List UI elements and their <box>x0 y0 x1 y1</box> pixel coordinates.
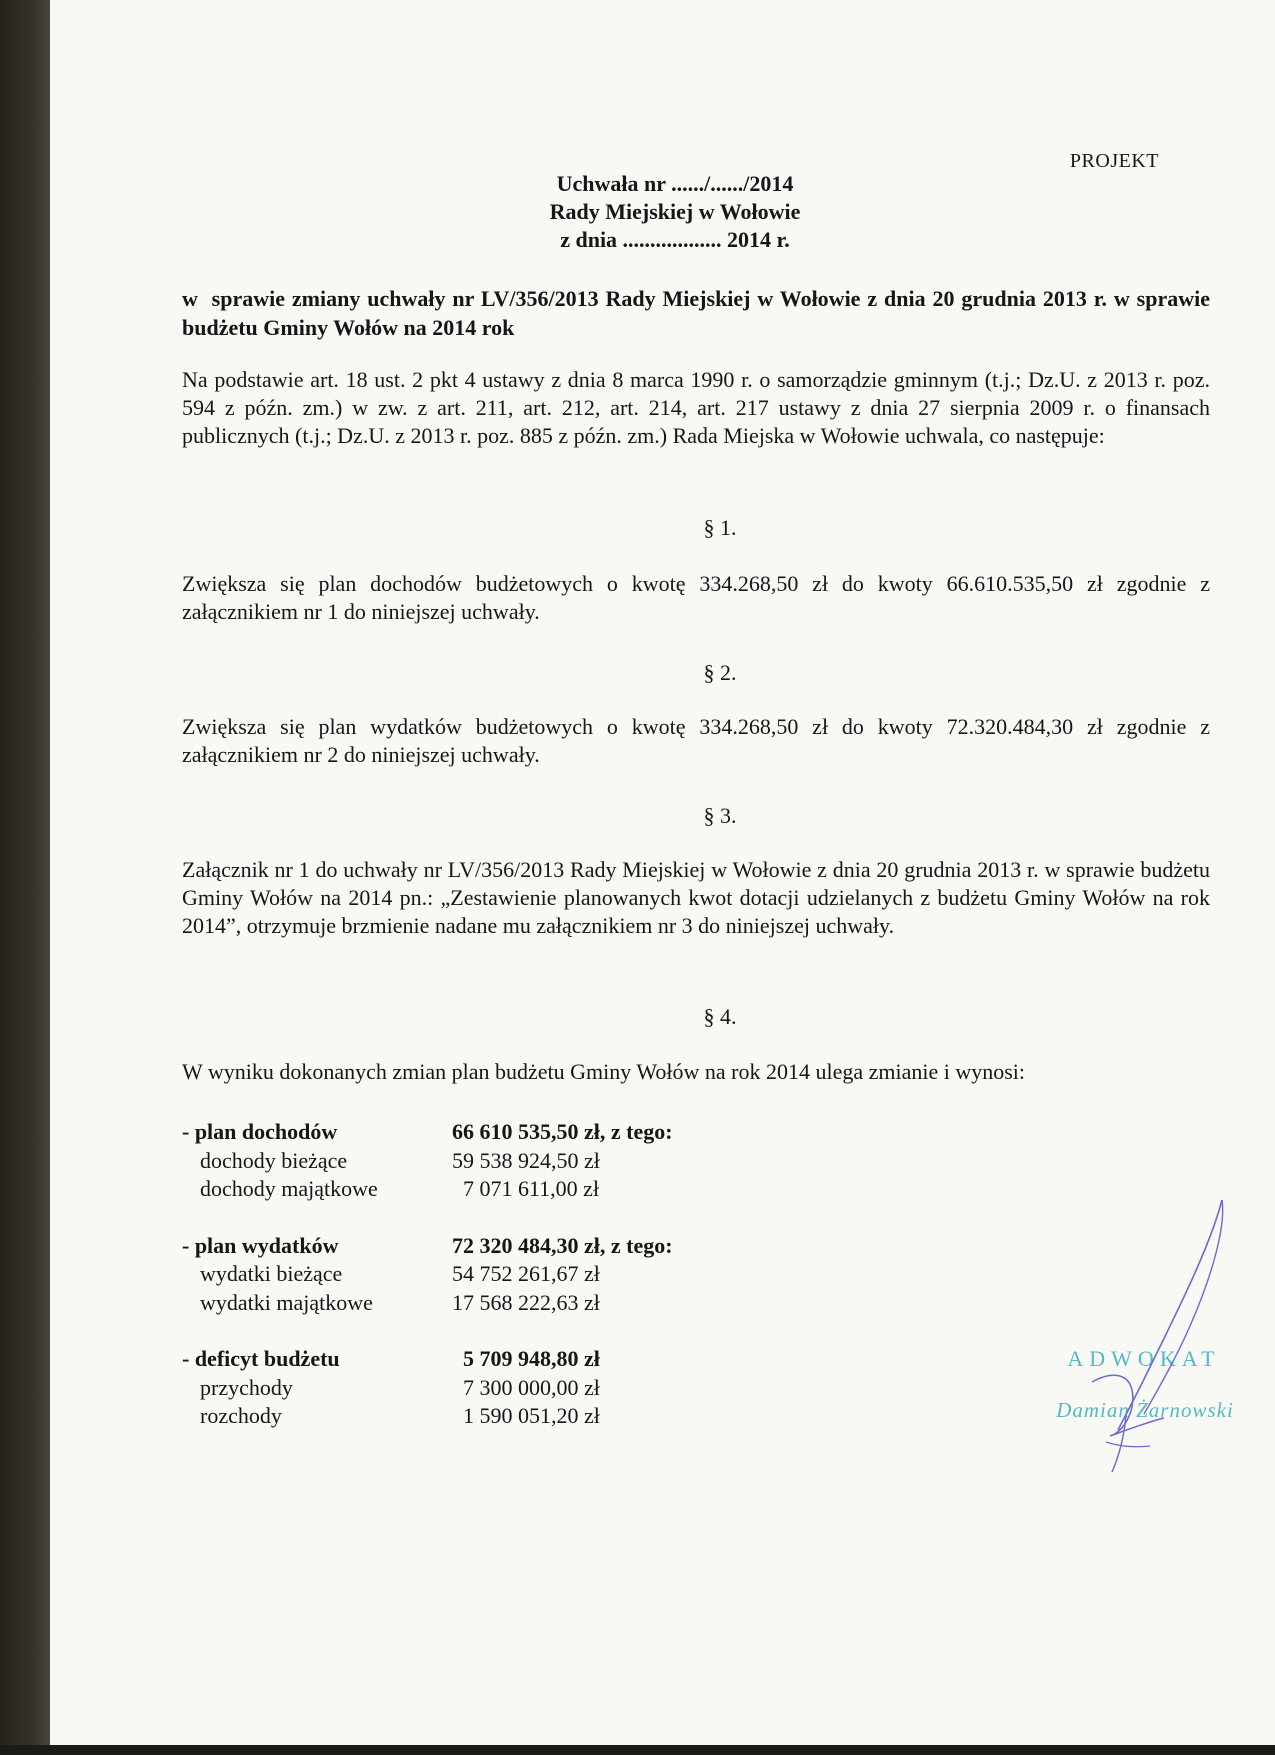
section-1-text: Zwiększa się plan dochodów budżetowych o kwotę 334.268,50 zł do kwoty 66.610.535,50 zł zgodnie z załącznikiem nr 1 do niniejszej uchwały. <box>182 571 1210 624</box>
scan-bottom-edge <box>0 1745 1275 1755</box>
summary-group-revenue <box>182 1118 882 1204</box>
summary-amount: 5 709 948,80 zł <box>452 1346 600 1371</box>
section-2-text: Zwiększa się plan wydatków budżetowych o kwotę 334.268,50 zł do kwoty 72.320.484,30 zł zgodnie z załącznikiem nr 2 do niniejszej uchwały. <box>182 714 1210 767</box>
summary-row <box>182 1374 882 1403</box>
summary-label: - plan wydatków <box>182 1232 339 1258</box>
summary-amount: 66 610 535,50 zł, z tego: <box>452 1119 673 1144</box>
section-mark-4: § 4. <box>703 1004 737 1029</box>
summary-row <box>182 1147 882 1176</box>
summary-label: rozchody <box>200 1403 282 1428</box>
summary-label: dochody majątkowe <box>200 1176 378 1201</box>
legal-basis-paragraph: Na podstawie art. 18 ust. 2 pkt 4 ustawy z dnia 8 marca 1990 r. o samorządzie gminnym (t.j.; Dz.U. z 2013 r. poz. 594 z późn. zm.) w zw. z art. 211, art. 212, art. 214, art. 217 ustawy z dnia 27 sierpnia 2009 r. o finansach publicznych (t.j.; Dz.U. z 2013 r. poz. 885 z późn. zm.) Rada Miejska w Wołowie uchwala, co następuje: <box>182 367 1210 448</box>
section-mark-2: § 2. <box>703 660 737 685</box>
summary-row <box>182 1402 882 1431</box>
summary-label: - deficyt budżetu <box>182 1346 340 1371</box>
summary-row <box>182 1118 882 1147</box>
draft-label: PROJEKT <box>1069 150 1159 172</box>
section-3-text: Załącznik nr 1 do uchwały nr LV/356/2013 Rady Miejskiej w Wołowie z dnia 20 grudnia 2013 r. w sprawie budżetu Gminy Wołów na 2014 pn.: „Zestawienie planowanych kwot dotacji udzielanych z budżetu Gminy Wołów na rok 2014”, otrzymuje brzmienie nadane mu załącznikiem nr 3 do niniejszej uchwały. <box>182 857 1210 938</box>
summary-amount: 17 568 222,63 zł <box>452 1289 600 1315</box>
budget-summary <box>182 1118 882 1459</box>
summary-amount: 7 300 000,00 zł <box>452 1374 600 1400</box>
summary-row <box>182 1260 882 1289</box>
summary-group-deficit <box>182 1345 882 1431</box>
summary-label: wydatki bieżące <box>200 1261 343 1286</box>
lawyer-stamp <box>1040 1186 1250 1476</box>
section-mark-1: § 1. <box>703 515 737 540</box>
summary-row <box>182 1175 882 1204</box>
summary-row <box>182 1289 882 1318</box>
resolution-title <box>470 170 880 254</box>
summary-group-expenditure <box>182 1232 882 1318</box>
title-line-number: Uchwała nr ....../....../2014 <box>556 171 794 196</box>
document-page <box>50 0 1275 1745</box>
summary-amount: 1 590 051,20 zł <box>452 1403 600 1428</box>
section-mark-3: § 3. <box>703 803 737 828</box>
summary-amount: 59 538 924,50 zł <box>452 1147 600 1173</box>
summary-amount: 72 320 484,30 zł, z tego: <box>452 1232 673 1258</box>
summary-row <box>182 1345 882 1374</box>
summary-label: przychody <box>200 1374 293 1400</box>
summary-label: dochody bieżące <box>200 1147 348 1173</box>
summary-amount: 54 752 261,67 zł <box>452 1261 600 1286</box>
section-4-text: W wyniku dokonanych zmian plan budżetu Gminy Wołów na rok 2014 ulega zmianie i wynosi: <box>182 1059 1026 1084</box>
summary-label: wydatki majątkowe <box>200 1289 373 1315</box>
resolution-subject: w sprawie zmiany uchwały nr LV/356/2013 Rady Miejskiej w Wołowie z dnia 20 grudnia 2013 r. w sprawie budżetu Gminy Wołów na 2014 rok <box>182 286 1216 340</box>
title-line-council: Rady Miejskiej w Wołowie <box>549 199 801 224</box>
scan-edge <box>0 0 50 1755</box>
stamp-title: ADWOKAT <box>1067 1346 1221 1371</box>
summary-row <box>182 1232 882 1261</box>
handwritten-signature <box>1040 1186 1250 1476</box>
stamp-name: Damian Żarnowski <box>1056 1398 1234 1422</box>
summary-amount: 7 071 611,00 zł <box>452 1176 600 1201</box>
summary-label: - plan dochodów <box>182 1119 338 1144</box>
title-line-date: z dnia .................. 2014 r. <box>560 227 790 252</box>
